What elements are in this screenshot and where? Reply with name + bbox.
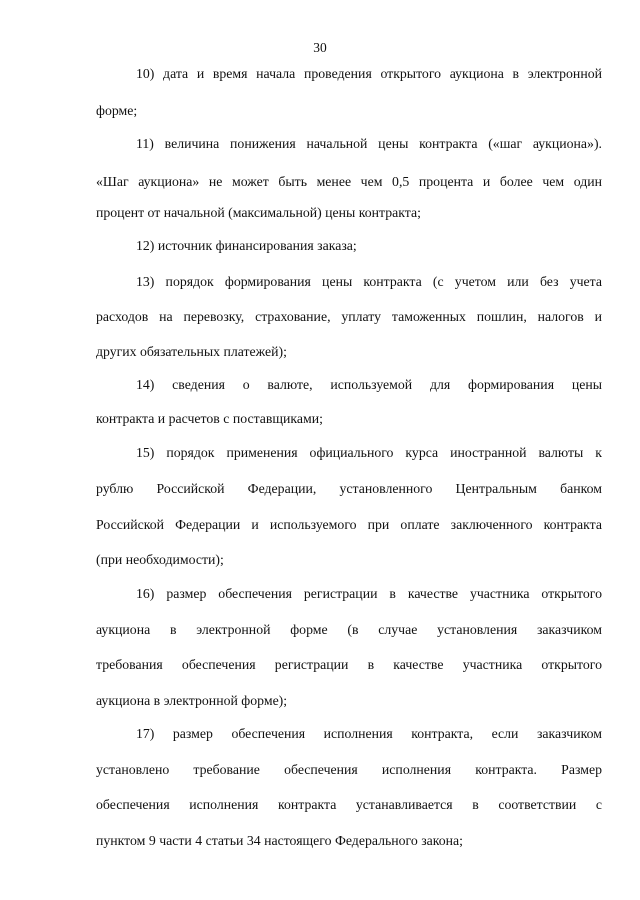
list-item-line: аукциона в электронной форме (в случае установления заказчиком	[96, 622, 602, 637]
list-item-14-first-line: 14) сведения о валюте, используемой для формирования цены	[136, 377, 602, 392]
list-item-15-first-line: 15) порядок применения официального курса иностранной валюты к	[136, 445, 602, 460]
list-item-line: требования обеспечения регистрации в качестве участника открытого	[96, 657, 602, 672]
list-item-line: пунктом 9 части 4 статьи 34 настоящего Федерального закона;	[96, 833, 464, 848]
list-item-11-first-line: 11) величина понижения начальной цены контракта («шаг аукциона»).	[136, 136, 602, 151]
list-item-line: процент от начальной (максимальной) цены контракта;	[96, 205, 421, 220]
list-item-13-first-line: 13) порядок формирования цены контракта (с учетом или без учета	[136, 274, 602, 289]
list-item-line: Российской Федерации и используемого при оплате заключенного контракта	[96, 517, 602, 532]
list-item-line: контракта и расчетов с поставщиками;	[96, 411, 324, 426]
list-item-line: (при необходимости);	[96, 552, 224, 567]
list-item-10-first-line: 10) дата и время начала проведения открытого аукциона в электронной	[136, 66, 602, 81]
list-item-line: рублю Российской Федерации, установленного Центральным банком	[96, 481, 602, 496]
list-item-line: других обязательных платежей);	[96, 344, 287, 359]
page-number: 30	[313, 40, 327, 55]
list-item-line: «Шаг аукциона» не может быть менее чем 0,5 процента и более чем один	[96, 174, 602, 189]
list-item-line: расходов на перевозку, страхование, уплату таможенных пошлин, налогов и	[96, 309, 602, 324]
list-item-line: аукциона в электронной форме);	[96, 693, 288, 708]
list-item-line: обеспечения исполнения контракта устанавливается в соответствии с	[96, 797, 602, 812]
list-item-12-first-line: 12) источник финансирования заказа;	[136, 238, 357, 253]
list-item-line: установлено требование обеспечения исполнения контракта. Размер	[96, 762, 602, 777]
list-item-17-first-line: 17) размер обеспечения исполнения контракта, если заказчиком	[136, 726, 602, 741]
list-item-16-first-line: 16) размер обеспечения регистрации в качестве участника открытого	[136, 586, 602, 601]
list-item-line: форме;	[96, 103, 138, 118]
